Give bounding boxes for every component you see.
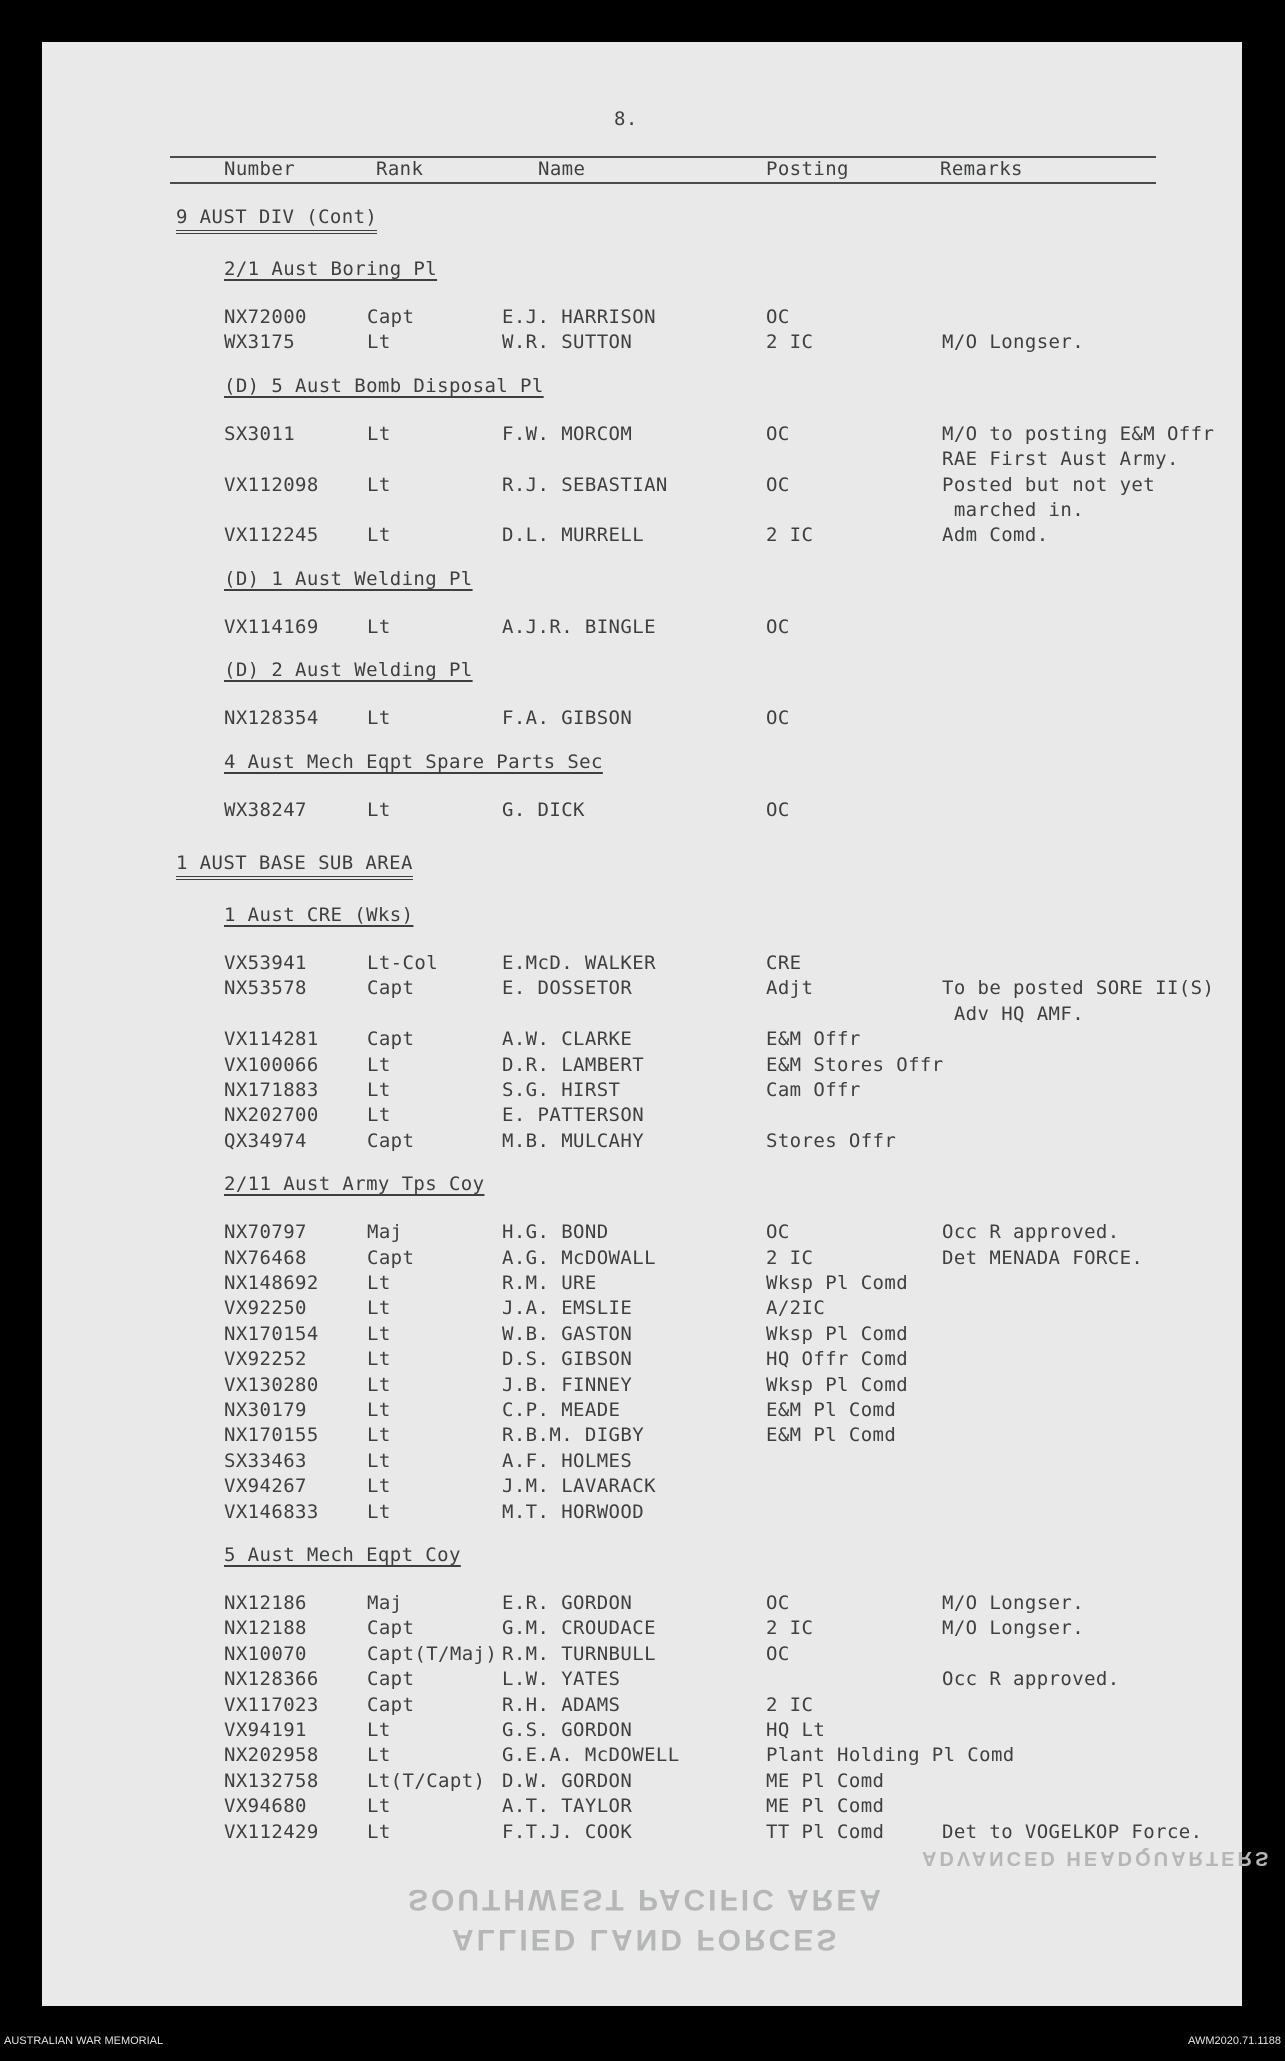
cell-posting: 2 IC [766,1246,814,1269]
cell-name: A.J.R. BINGLE [502,615,656,638]
column-header-number: Number [224,158,296,180]
unit-heading: 2/11 Aust Army Tps Coy [224,1173,485,1196]
cell-rank: Lt [367,1053,391,1076]
cell-name: D.S. GIBSON [502,1348,633,1371]
column-header-name: Name [538,158,586,180]
cell-service-number: NX30179 [224,1399,307,1421]
cell-rank: Lt [367,422,391,445]
cell-remarks: Adm Comd. [942,524,1049,547]
cell-rank: Lt [367,1104,391,1127]
cell-rank: Lt [367,1399,391,1421]
cell-posting: A/2IC [766,1297,826,1320]
cell-service-number: NX202700 [224,1104,319,1127]
cell-service-number: WX3175 [224,331,296,354]
cell-rank: Lt [367,1079,391,1101]
cell-name: L.W. YATES [502,1668,621,1691]
cell-service-number: NX76468 [224,1246,307,1269]
cell-posting: 2 IC [766,1617,814,1640]
cell-remarks: RAE First Aust Army. [942,448,1179,471]
cell-service-number: NX12188 [224,1617,307,1640]
cell-service-number: QX34974 [224,1129,307,1152]
cell-remarks: Posted but not yet [942,473,1156,496]
cell-rank: Lt [367,1348,391,1371]
column-header-posting: Posting [766,158,849,180]
cell-rank: Lt [367,1424,391,1447]
cell-posting: TT Pl Comd [766,1820,885,1843]
cell-rank: Capt [367,1693,415,1716]
cell-service-number: VX114169 [224,615,319,638]
cell-name: D.L. MURRELL [502,524,645,547]
cell-name: W.R. SUTTON [502,331,633,354]
column-header-rank: Rank [376,158,424,180]
cell-posting: ME Pl Comd [766,1795,885,1818]
cell-name: E.J. HARRISON [502,306,656,328]
unit-heading: 2/1 Aust Boring Pl [224,258,438,280]
cell-posting: CRE [766,952,802,974]
cell-name: R.M. URE [502,1272,597,1294]
cell-posting: OC [766,1642,790,1665]
cell-name: R.B.M. DIGBY [502,1424,645,1447]
cell-name: A.F. HOLMES [502,1449,633,1472]
cell-name: J.B. FINNEY [502,1373,633,1396]
cell-rank: Capt [367,977,415,1000]
cell-service-number: NX72000 [224,306,307,328]
cell-posting: E&M Pl Comd [766,1399,897,1421]
cell-posting: E&M Pl Comd [766,1424,897,1447]
cell-remarks: Occ R approved. [942,1221,1120,1244]
cell-name: M.T. HORWOOD [502,1500,645,1523]
stamp-line-southwest-pacific-area: SOUTHWEST PACIFIC AREA [408,1883,884,1916]
cell-service-number: VX92252 [224,1348,307,1371]
cell-name: R.M. TURNBULL [502,1642,656,1665]
cell-service-number: NX128366 [224,1668,319,1691]
cell-service-number: VX92250 [224,1297,307,1320]
cell-name: E.McD. WALKER [502,952,656,974]
footer-reference-number: AWM2020.71.1188 [1188,2035,1281,2047]
cell-name: D.R. LAMBERT [502,1053,645,1076]
cell-remarks: Det to VOGELKOP Force. [942,1820,1203,1843]
cell-posting: OC [766,1592,790,1614]
section-heading: 9 AUST DIV (Cont) [176,206,377,234]
cell-service-number: NX170155 [224,1424,319,1447]
column-header-remarks: Remarks [940,158,1023,180]
cell-service-number: NX128354 [224,707,319,730]
cell-service-number: VX146833 [224,1500,319,1523]
cell-name: A.T. TAYLOR [502,1795,633,1818]
cell-service-number: WX38247 [224,798,307,821]
cell-posting: 2 IC [766,331,814,354]
cell-rank: Capt [367,1668,415,1691]
cell-remarks: M/O Longser. [942,1592,1085,1614]
cell-service-number: VX94191 [224,1719,307,1741]
unit-heading: 4 Aust Mech Eqpt Spare Parts Sec [224,750,603,773]
cell-service-number: VX94267 [224,1475,307,1498]
cell-rank: Capt [367,1617,415,1640]
cell-name: H.G. BOND [502,1221,609,1244]
cell-rank: Lt [367,331,391,354]
cell-rank: Lt [367,1373,391,1396]
cell-name: F.A. GIBSON [502,707,633,730]
cell-name: S.G. HIRST [502,1079,621,1101]
cell-posting: Wksp Pl Comd [766,1373,909,1396]
cell-service-number: VX112098 [224,473,319,496]
cell-service-number: NX171883 [224,1079,319,1101]
cell-service-number: VX130280 [224,1373,319,1396]
cell-rank: Lt-Col [367,952,439,974]
page-number: 8. [614,108,638,130]
cell-rank: Lt [367,473,391,496]
cell-rank: Lt [367,798,391,821]
cell-remarks: Det MENADA FORCE. [942,1246,1144,1269]
cell-posting: OC [766,615,790,638]
cell-service-number: VX100066 [224,1053,319,1076]
cell-service-number: NX53578 [224,977,307,1000]
cell-rank: Maj [367,1592,403,1614]
cell-name: F.W. MORCOM [502,422,633,445]
cell-name: R.H. ADAMS [502,1693,621,1716]
cell-posting: Plant Holding Pl Comd [766,1744,1015,1767]
cell-name: E. DOSSETOR [502,977,633,1000]
cell-rank: Capt [367,1246,415,1269]
cell-name: G.M. CROUDACE [502,1617,656,1640]
footer-archive-name: AUSTRALIAN WAR MEMORIAL [4,2035,164,2047]
cell-rank: Lt [367,524,391,547]
cell-service-number: VX114281 [224,1028,319,1051]
cell-name: G. DICK [502,798,585,821]
cell-name: J.A. EMSLIE [502,1297,633,1320]
header-rule-bottom [170,182,1156,184]
cell-name: C.P. MEADE [502,1399,621,1421]
cell-rank: Lt [367,1322,391,1345]
cell-name: R.J. SEBASTIAN [502,473,668,496]
cell-remarks: M/O Longser. [942,331,1085,354]
cell-name: E. PATTERSON [502,1104,645,1127]
cell-rank: Lt [367,1449,391,1472]
cell-posting: HQ Lt [766,1719,826,1741]
cell-service-number: VX53941 [224,952,307,974]
cell-posting: OC [766,707,790,730]
stamp-line-advanced-headquarters: ADVANCED HEADQUARTERS [922,1847,1272,1869]
cell-posting: ME Pl Comd [766,1769,885,1792]
cell-posting: E&M Stores Offr [766,1053,944,1076]
cell-service-number: NX148692 [224,1272,319,1294]
cell-rank: Lt [367,1820,391,1843]
cell-rank: Lt [367,707,391,730]
cell-service-number: NX70797 [224,1221,307,1244]
cell-posting: Cam Offr [766,1079,861,1101]
cell-posting: OC [766,1221,790,1244]
unit-heading: (D) 1 Aust Welding Pl [224,567,473,590]
cell-posting: Stores Offr [766,1129,897,1152]
stamp-line-allied-land-forces: ALLIED LAND FORCES [452,1923,840,1956]
cell-rank: Capt(T/Maj) [367,1642,498,1665]
cell-remarks: marched in. [942,499,1085,521]
cell-service-number: VX94680 [224,1795,307,1818]
cell-rank: Lt [367,1719,391,1741]
cell-service-number: NX10070 [224,1642,307,1665]
cell-rank: Lt [367,1795,391,1818]
cell-posting: OC [766,306,790,328]
cell-rank: Lt [367,615,391,638]
cell-posting: Wksp Pl Comd [766,1272,909,1294]
cell-service-number: VX112429 [224,1820,319,1843]
cell-posting: HQ Offr Comd [766,1348,909,1371]
cell-posting: OC [766,473,790,496]
cell-service-number: VX117023 [224,1693,319,1716]
document-page [42,42,1272,2006]
cell-rank: Lt [367,1500,391,1523]
cell-name: W.B. GASTON [502,1322,633,1345]
cell-name: G.E.A. McDOWELL [502,1744,680,1767]
cell-rank: Lt [367,1297,391,1320]
cell-service-number: NX170154 [224,1322,319,1345]
cell-posting: OC [766,422,790,445]
unit-heading: 5 Aust Mech Eqpt Coy [224,1544,461,1566]
cell-remarks: M/O to posting E&M Offr [942,422,1215,445]
cell-name: M.B. MULCAHY [502,1129,645,1152]
cell-posting: Wksp Pl Comd [766,1322,909,1345]
section-heading: 1 AUST BASE SUB AREA [176,852,413,880]
cell-rank: Lt [367,1744,391,1767]
cell-rank: Maj [367,1221,403,1244]
cell-name: E.R. GORDON [502,1592,633,1614]
cell-posting: OC [766,798,790,821]
cell-service-number: NX12186 [224,1592,307,1614]
cell-posting: 2 IC [766,524,814,547]
cell-rank: Lt [367,1475,391,1498]
cell-posting: Adjt [766,977,814,1000]
cell-service-number: SX3011 [224,422,296,445]
cell-name: J.M. LAVARACK [502,1475,656,1498]
cell-service-number: VX112245 [224,524,319,547]
cell-name: A.W. CLARKE [502,1028,633,1051]
cell-rank: Capt [367,1028,415,1051]
cell-service-number: SX33463 [224,1449,307,1472]
cell-remarks: To be posted SORE II(S) [942,977,1215,1000]
cell-posting: E&M Offr [766,1028,861,1051]
unit-heading: 1 Aust CRE (Wks) [224,904,414,926]
cell-name: A.G. McDOWALL [502,1246,656,1269]
unit-heading: (D) 5 Aust Bomb Disposal Pl [224,374,544,397]
cell-remarks: M/O Longser. [942,1617,1085,1640]
cell-remarks: Occ R approved. [942,1668,1120,1691]
cell-service-number: NX132758 [224,1769,319,1792]
cell-name: F.T.J. COOK [502,1820,633,1843]
unit-heading: (D) 2 Aust Welding Pl [224,659,473,682]
cell-posting: 2 IC [766,1693,814,1716]
cell-rank: Capt [367,1129,415,1152]
cell-name: G.S. GORDON [502,1719,633,1741]
cell-remarks: Adv HQ AMF. [942,1002,1085,1025]
cell-service-number: NX202958 [224,1744,319,1767]
cell-rank: Lt(T/Capt) [367,1769,486,1792]
cell-rank: Capt [367,306,415,328]
cell-rank: Lt [367,1272,391,1294]
cell-name: D.W. GORDON [502,1769,633,1792]
